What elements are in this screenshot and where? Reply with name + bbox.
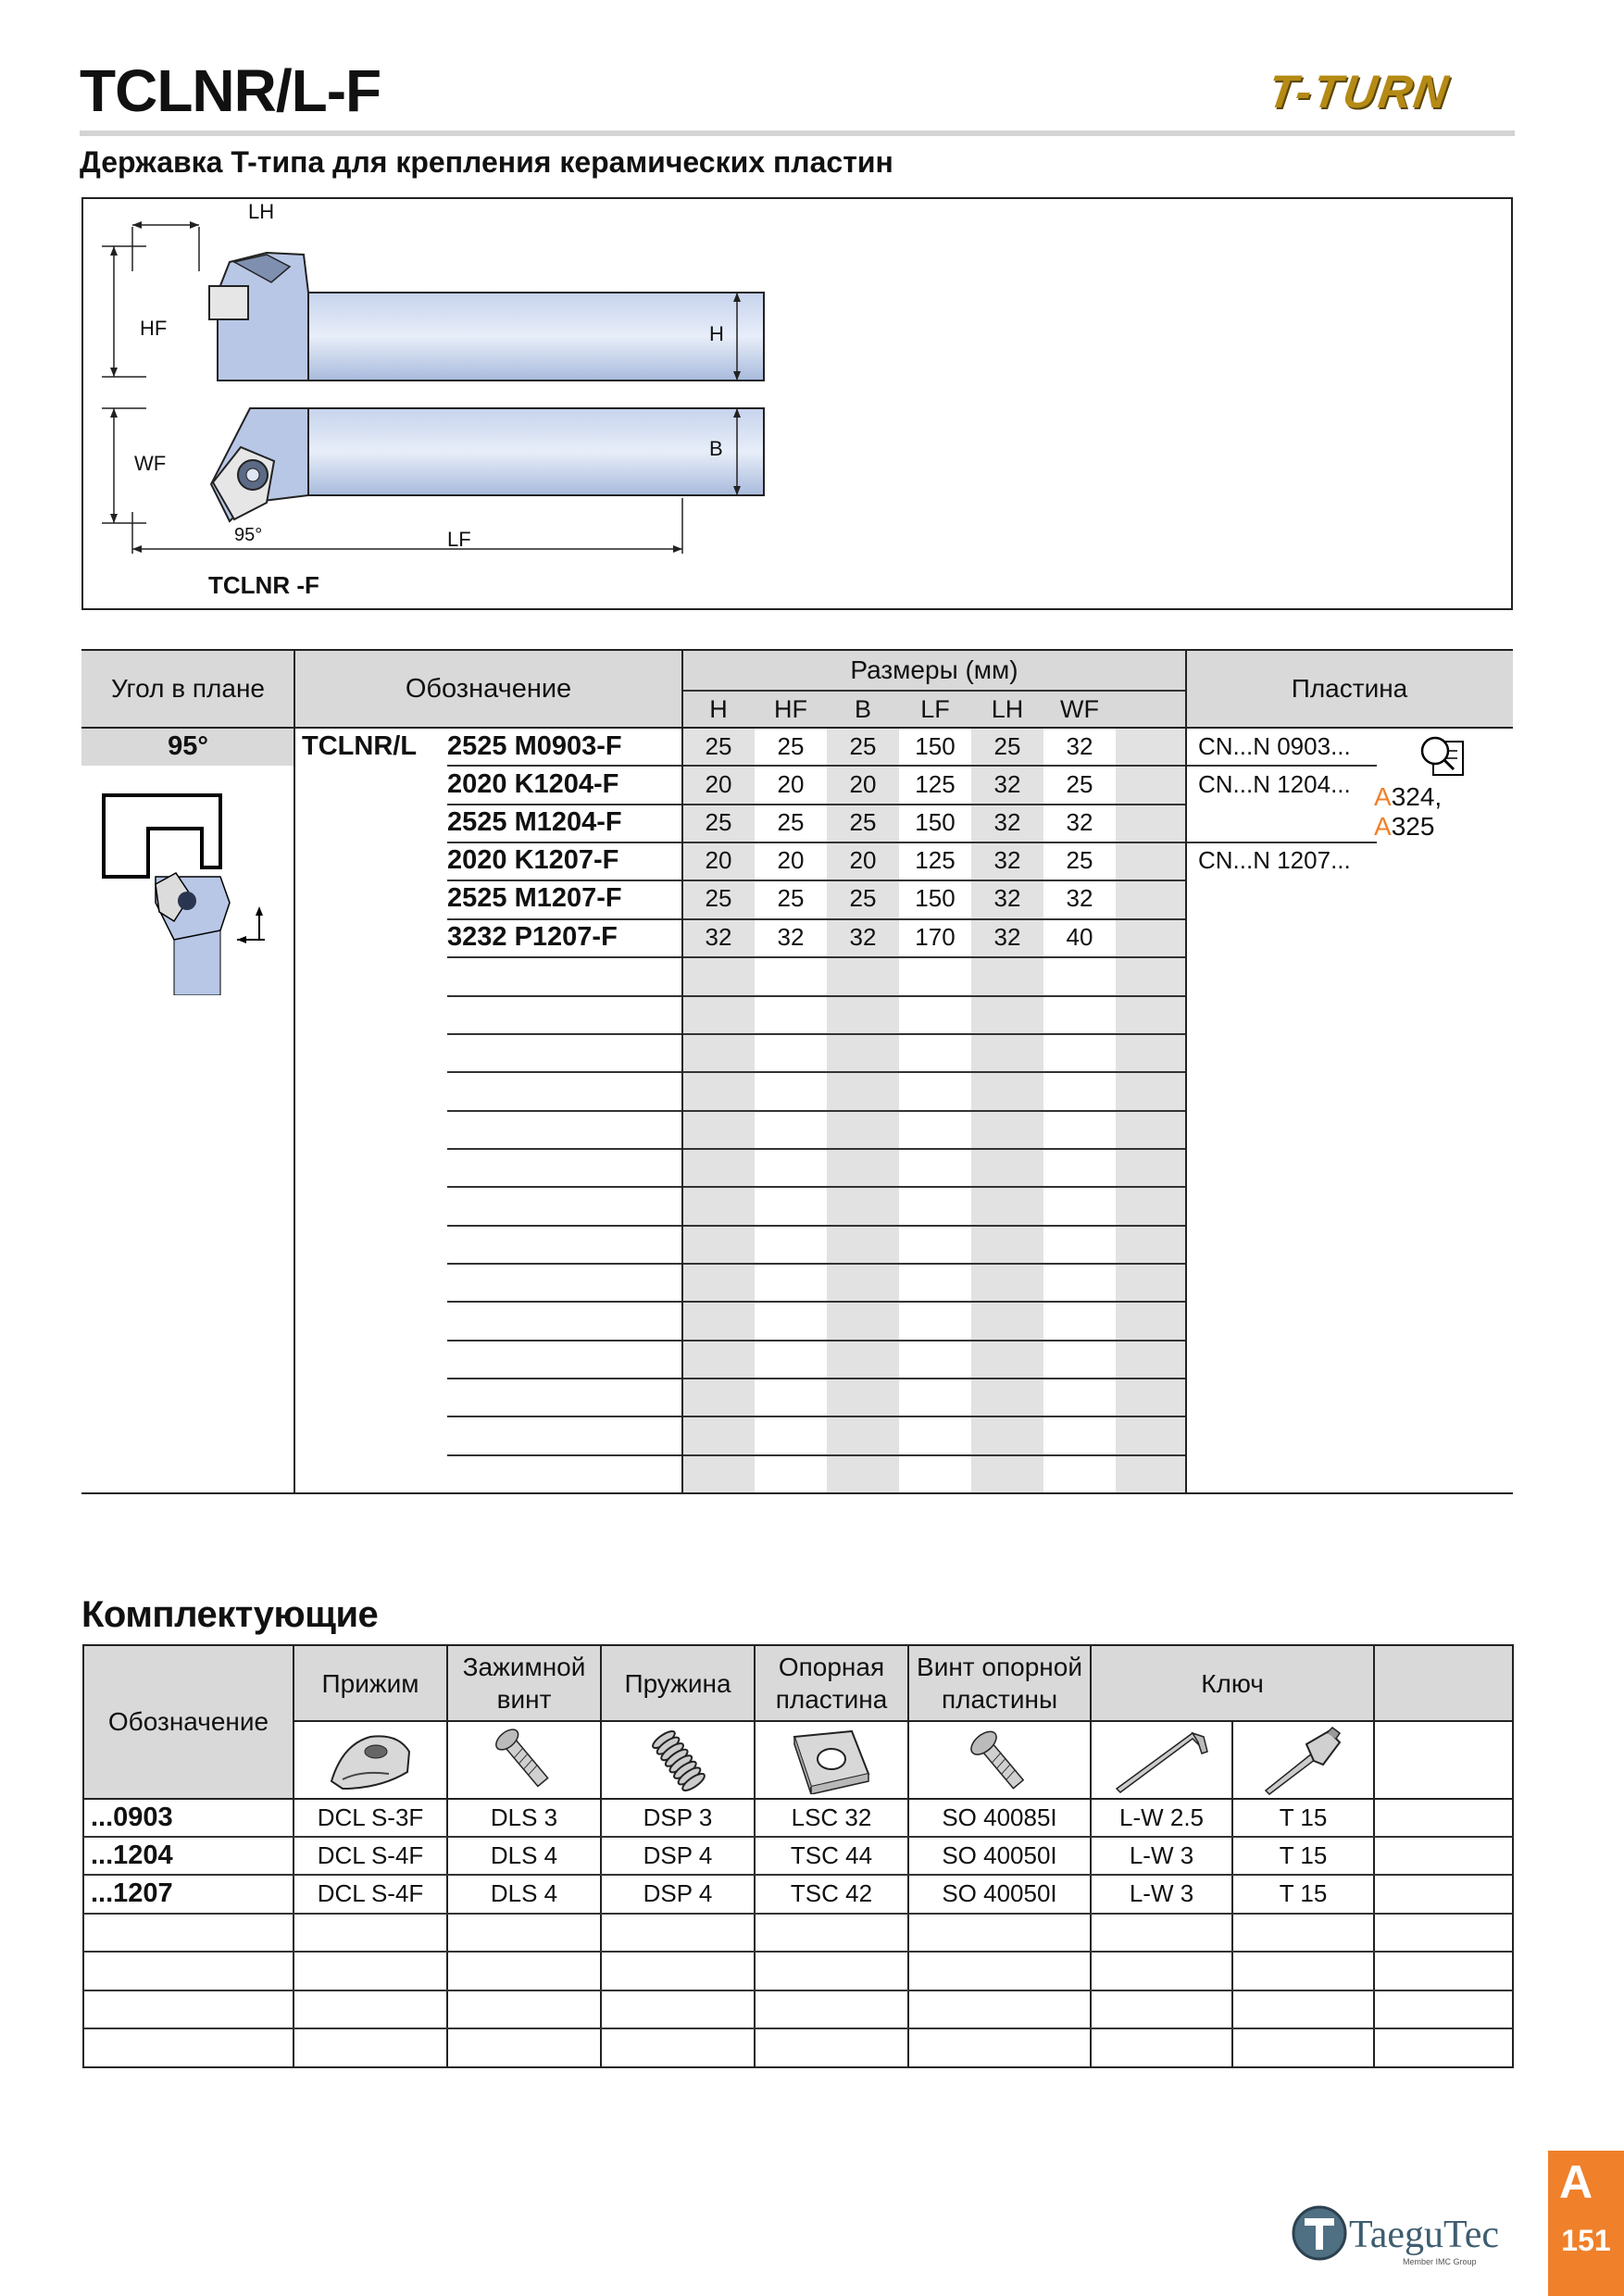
- hex-key-icon: [1111, 1724, 1213, 1796]
- shim-screw-icon: [954, 1724, 1046, 1796]
- ref-number: 325: [1391, 812, 1435, 841]
- ref-separator: ,: [1434, 782, 1443, 811]
- acc-header-clamp-screw: Зажимной винт: [462, 1653, 586, 1714]
- dim-value: 32: [993, 884, 1021, 912]
- dim-value: 25: [993, 732, 1021, 760]
- dim-value: 20: [849, 770, 877, 798]
- dim-value: 125: [915, 770, 956, 798]
- torx-key-icon: [1255, 1724, 1347, 1796]
- acc-clamp: DCL S-3F: [317, 1803, 424, 1831]
- dim-value: 25: [777, 884, 805, 912]
- rule: [83, 2028, 1513, 2029]
- rule: [81, 1492, 1513, 1494]
- dim-value: 32: [1066, 732, 1093, 760]
- dim-value: 25: [777, 732, 805, 760]
- header-dim-h: H: [709, 694, 728, 723]
- row-code: 2020 K1204-F: [447, 769, 619, 799]
- acc-header-shim: Опорная пластина: [775, 1653, 888, 1714]
- rule: [447, 1416, 1186, 1417]
- acc-header-key: Ключ: [1201, 1668, 1264, 1698]
- dim-value: 150: [915, 884, 956, 912]
- clamp-icon: [324, 1724, 417, 1796]
- catalog-page-ref[interactable]: [1374, 782, 1442, 842]
- acc-shim-screw: SO 40085I: [942, 1803, 1057, 1831]
- acc-key: T 15: [1279, 1803, 1328, 1831]
- rule: [294, 650, 295, 1493]
- dim-value: 125: [915, 846, 956, 874]
- dim-value: 25: [777, 808, 805, 836]
- dim-value: 32: [993, 770, 1021, 798]
- acc-screw: DLS 3: [490, 1803, 558, 1831]
- acc-shim: TSC 42: [790, 1879, 873, 1907]
- dim-value: 20: [777, 770, 805, 798]
- dim-label-b: B: [709, 437, 723, 460]
- rule: [447, 1340, 1186, 1341]
- dim-value: 25: [705, 808, 732, 836]
- rule: [447, 1148, 1186, 1150]
- rule: [447, 1378, 1186, 1379]
- dim-value: 40: [1066, 923, 1093, 951]
- header-dim-lh: LH: [991, 694, 1024, 723]
- insert-value: CN...N 1207...: [1198, 846, 1351, 874]
- t-turn-logo: T-TURN: [1265, 66, 1454, 118]
- dim-label-angle: 95°: [234, 525, 263, 545]
- accessories-title: Комплектующие: [81, 1594, 379, 1635]
- header-dim-lf: LF: [920, 694, 950, 723]
- rule: [1185, 650, 1187, 1493]
- acc-key: T 15: [1279, 1879, 1328, 1907]
- page-title: TCLNR/L-F: [80, 57, 381, 124]
- dim-value: 32: [849, 923, 877, 951]
- rule: [81, 649, 1513, 651]
- page-subtitle: Державка T-типа для крепления керамических пластин: [80, 145, 893, 179]
- ref-letter: A: [1374, 812, 1392, 841]
- acc-header-spring: Пружина: [624, 1668, 731, 1698]
- dim-value: 25: [849, 884, 877, 912]
- angle-value: 95°: [168, 731, 208, 761]
- acc-shim-screw: SO 40050I: [942, 1841, 1057, 1869]
- shim-icon: [785, 1728, 878, 1794]
- dim-value: 25: [1066, 770, 1093, 798]
- rule: [83, 1990, 1513, 1991]
- series-label: TCLNR/L: [302, 731, 418, 761]
- dim-value: 32: [993, 846, 1021, 874]
- rule: [83, 1913, 1513, 1915]
- acc-row-code: ...1204: [91, 1841, 173, 1870]
- dim-value: 25: [849, 732, 877, 760]
- insert-value: CN...N 1204...: [1198, 770, 1351, 798]
- acc-key: L-W 2.5: [1118, 1803, 1205, 1831]
- acc-spring: DSP 4: [643, 1841, 713, 1869]
- title-divider: [80, 131, 1515, 136]
- acc-spring: DSP 4: [643, 1879, 713, 1907]
- dim-value: 25: [1066, 846, 1093, 874]
- row-code: 2525 M1204-F: [447, 807, 622, 837]
- acc-screw: DLS 4: [490, 1879, 558, 1907]
- dim-value: 20: [777, 846, 805, 874]
- rule: [447, 1225, 1186, 1227]
- dim-value: 32: [777, 923, 805, 951]
- header-insert: Пластина: [1291, 674, 1408, 703]
- rule: [447, 956, 1186, 958]
- dim-value: 32: [993, 923, 1021, 951]
- acc-clamp: DCL S-4F: [317, 1879, 424, 1907]
- spring-icon: [634, 1724, 723, 1796]
- rule: [447, 1263, 1186, 1265]
- insert-value: CN...N 0903...: [1198, 732, 1351, 760]
- dim-value: 20: [705, 846, 732, 874]
- dim-value: 32: [705, 923, 732, 951]
- dim-label-hf: HF: [140, 317, 168, 340]
- ref-number: 324: [1391, 782, 1435, 811]
- dim-label-lh: LH: [248, 200, 275, 223]
- acc-screw: DLS 4: [490, 1841, 558, 1869]
- acc-clamp: DCL S-4F: [317, 1841, 424, 1869]
- row-code: 3232 P1207-F: [447, 922, 618, 952]
- rule: [447, 1301, 1186, 1303]
- row-code: 2525 M0903-F: [447, 731, 622, 761]
- header-angle: Угол в плане: [111, 674, 265, 703]
- dim-label-h: H: [709, 322, 724, 345]
- rule: [682, 690, 1186, 692]
- rule: [83, 1951, 1513, 1953]
- screw-icon: [483, 1724, 567, 1796]
- acc-key: L-W 3: [1129, 1879, 1194, 1907]
- magnifier-icon[interactable]: [1418, 734, 1467, 777]
- acc-row-code: ...1207: [91, 1878, 173, 1908]
- header-dimensions: Размеры (мм): [850, 655, 1018, 684]
- acc-shim-screw: SO 40050I: [942, 1879, 1057, 1907]
- brand-subtitle: Member IMC Group: [1403, 2257, 1477, 2266]
- header-dim-b: B: [854, 694, 871, 723]
- dim-value: 170: [915, 923, 956, 951]
- header-dim-wf: WF: [1060, 694, 1099, 723]
- ref-letter: A: [1374, 782, 1392, 811]
- acc-row-code: ...0903: [91, 1803, 173, 1832]
- dim-value: 20: [849, 846, 877, 874]
- acc-key: L-W 3: [1129, 1841, 1194, 1869]
- acc-header-designation: Обозначение: [107, 1707, 269, 1736]
- rule: [447, 995, 1186, 997]
- dim-value: 150: [915, 732, 956, 760]
- acc-header-clamp: Прижим: [321, 1668, 419, 1698]
- acc-key: T 15: [1279, 1841, 1328, 1869]
- dim-value: 32: [993, 808, 1021, 836]
- taegutec-emblem-icon: [1292, 2192, 1347, 2266]
- header-designation: Обозначение: [405, 673, 572, 704]
- acc-shim: TSC 44: [790, 1841, 873, 1869]
- top-view-icon: [211, 408, 764, 521]
- dim-value: 25: [849, 808, 877, 836]
- dim-value: 25: [705, 732, 732, 760]
- dim-label-lf: LF: [447, 528, 471, 551]
- header-dim-hf: HF: [774, 694, 807, 723]
- dim-value: 32: [1066, 808, 1093, 836]
- side-view-icon: [209, 253, 764, 381]
- page-number: 151: [1561, 2224, 1611, 2257]
- acc-spring: DSP 3: [643, 1803, 713, 1831]
- rule: [447, 1454, 1186, 1456]
- brand-name: TaeguTec: [1349, 2214, 1500, 2256]
- rule: [447, 1071, 1186, 1073]
- section-letter: A: [1558, 2156, 1593, 2208]
- row-code: 2020 K1207-F: [447, 845, 619, 875]
- diagram-caption: TCLNR -F: [208, 571, 319, 599]
- rule: [447, 1110, 1186, 1112]
- dim-value: 25: [705, 884, 732, 912]
- acc-header-shim-screw: Винт опорной пластины: [917, 1653, 1082, 1714]
- dim-value: 32: [1066, 884, 1093, 912]
- tool-holder-drawing: [81, 197, 1513, 610]
- holder-orientation-icon: [100, 792, 276, 995]
- row-code: 2525 M1207-F: [447, 883, 622, 913]
- acc-shim: LSC 32: [791, 1803, 872, 1831]
- rule: [447, 1033, 1186, 1035]
- dim-value: 20: [705, 770, 732, 798]
- dim-value: 150: [915, 808, 956, 836]
- dim-label-wf: WF: [134, 452, 167, 475]
- rule: [447, 1186, 1186, 1188]
